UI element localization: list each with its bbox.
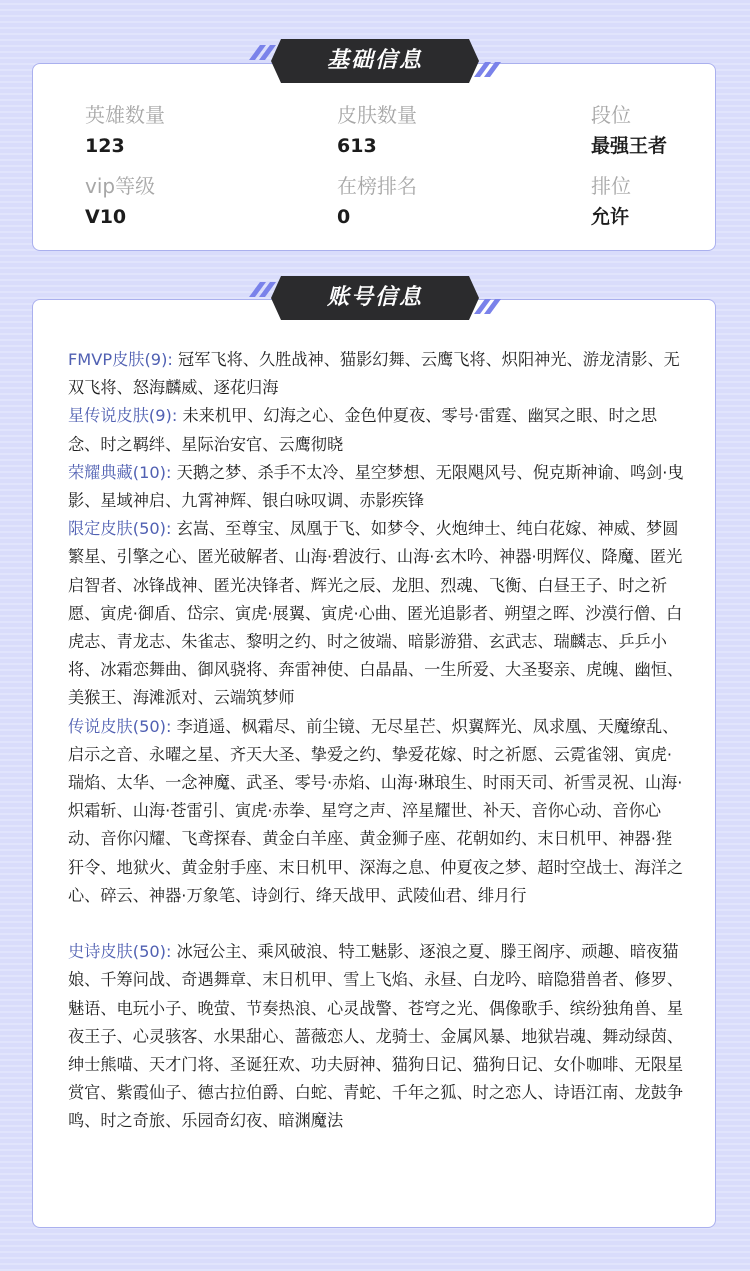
stat-leaderboard-rank	[337, 173, 537, 230]
account-info-card	[32, 299, 716, 1228]
stat-label: vip等级	[85, 174, 156, 198]
account-info-banner	[245, 275, 505, 321]
stat-label: 在榜排名	[337, 174, 417, 198]
skin-category-star-legend	[68, 402, 688, 458]
category-name: FMVP皮肤(9):	[68, 350, 173, 369]
basic-info-banner	[245, 38, 505, 84]
stat-label: 排位	[591, 174, 631, 198]
skin-list	[68, 346, 688, 1136]
category-skins: 冠军飞将、久胜战神、猫影幻舞、云鹰飞将、炽阳神光、游龙清影、无双飞将、怒海麟威、逐花归海	[68, 350, 680, 398]
stat-value: 0	[337, 206, 351, 228]
stat-value: V10	[85, 206, 127, 228]
category-name: 荣耀典藏(10):	[68, 462, 172, 482]
stat-vip-level	[85, 173, 285, 230]
stat-hero-count	[85, 102, 285, 159]
stat-label: 段位	[591, 103, 631, 127]
stat-value: 允许	[591, 206, 630, 228]
stat-skin-count	[337, 102, 537, 159]
skin-category-legend	[68, 713, 688, 910]
stat-value: 123	[85, 135, 125, 157]
category-skins: 天鹅之梦、杀手不太冷、星空梦想、无限飓风号、倪克斯神谕、鸣剑·曳影、星域神启、九霄神辉、银白咏叹调、赤影疾锋	[68, 462, 684, 511]
skin-category-glory-collection	[68, 459, 688, 515]
category-name: 史诗皮肤(50):	[68, 942, 172, 962]
section-title: 基础信息	[326, 48, 423, 73]
category-skins: 未来机甲、幻海之心、金色仲夏夜、零号·雷霆、幽冥之眼、时之思念、时之羁绊、星际治安官、云鹰彻晓	[68, 406, 658, 454]
stat-label: 英雄数量	[85, 103, 165, 127]
category-name: 限定皮肤(50):	[68, 519, 172, 539]
category-skins: 李逍遥、枫霜尽、前尘镜、无尽星芒、炽翼辉光、凤求凰、天魔缭乱、启示之音、永曜之星、齐天大圣、挚爱之约、挚爱花嫁、时之祈愿、云霓雀翎、寅虎·瑞焰、太华、一念神魔、武圣、零号·赤焰、山海·琳琅生、时雨天司、祈雪灵祝、山海·炽霜斩、山海·苍雷引、寅虎·赤拳、星穹之声、淬星耀世、补天、音你心动、音你心动、音你闪耀、飞鸢探春、黄金白羊座、黄金狮子座、花朝如约、末日机甲、神器·狴犴令、地狱火、黄金射手座、末日机甲、深海之息、仲夏夜之梦、超时空战士、海洋之心、碎云、神器·万象笔、诗剑行、绛天战甲、武陵仙君、绯月行	[68, 716, 684, 905]
stat-value: 613	[337, 135, 377, 157]
section-title: 账号信息	[326, 285, 423, 310]
skin-category-limited	[68, 515, 688, 712]
stat-label: 皮肤数量	[337, 103, 417, 127]
stat-value: 最强王者	[591, 135, 668, 157]
skin-category-fmvp	[68, 346, 688, 402]
category-name: 传说皮肤(50):	[68, 716, 172, 736]
category-skins: 冰冠公主、乘风破浪、特工魅影、逐浪之夏、滕王阁序、顽趣、暗夜猫娘、千筹问战、奇遇舞章、末日机甲、雪上飞焰、永昼、白龙吟、暗隐猎兽者、修罗、魅语、电玩小子、晚萤、节奏热浪、心灵战警、苍穹之光、偶像歌手、缤纷独角兽、星夜王子、心灵骇客、水果甜心、蔷薇恋人、龙骑士、金属风暴、地狱岩魂、舞动绿茵、绅士熊喵、天才门将、圣诞狂欢、功夫厨神、猫狗日记、猫狗日记、女仆咖啡、无限星赏官、紫霞仙子、德古拉伯爵、白蛇、青蛇、千年之狐、时之恋人、诗语江南、龙鼓争鸣、时之奇旅、乐园奇幻夜、暗渊魔法	[68, 942, 684, 1131]
stat-ranked-allowed	[591, 173, 750, 230]
skin-category-epic	[68, 938, 688, 1135]
stat-rank-tier	[591, 102, 750, 159]
category-name: 星传说皮肤(9):	[68, 406, 178, 426]
basic-info-card	[32, 63, 716, 251]
category-skins: 玄嵩、至尊宝、凤凰于飞、如梦令、火炮绅士、纯白花嫁、神威、梦圆繁星、引擎之心、匿光破解者、山海·碧波行、山海·玄木吟、神器·明辉仪、降魔、匿光启智者、冰锋战神、匿光决锋者、辉光之辰、龙胆、烈魂、飞衡、白昼王子、时之祈愿、寅虎·御盾、岱宗、寅虎·展翼、寅虎·心曲、匿光追影者、朔望之晖、沙漠行僧、白虎志、青龙志、朱雀志、黎明之约、时之彼端、暗影游猎、玄武志、瑞麟志、乒乒小将、冰霜恋舞曲、御风骁将、奔雷神使、白晶晶、一生所爱、大圣娶亲、虎魄、幽恒、美猴王、海滩派对、云端筑梦师	[68, 519, 684, 708]
